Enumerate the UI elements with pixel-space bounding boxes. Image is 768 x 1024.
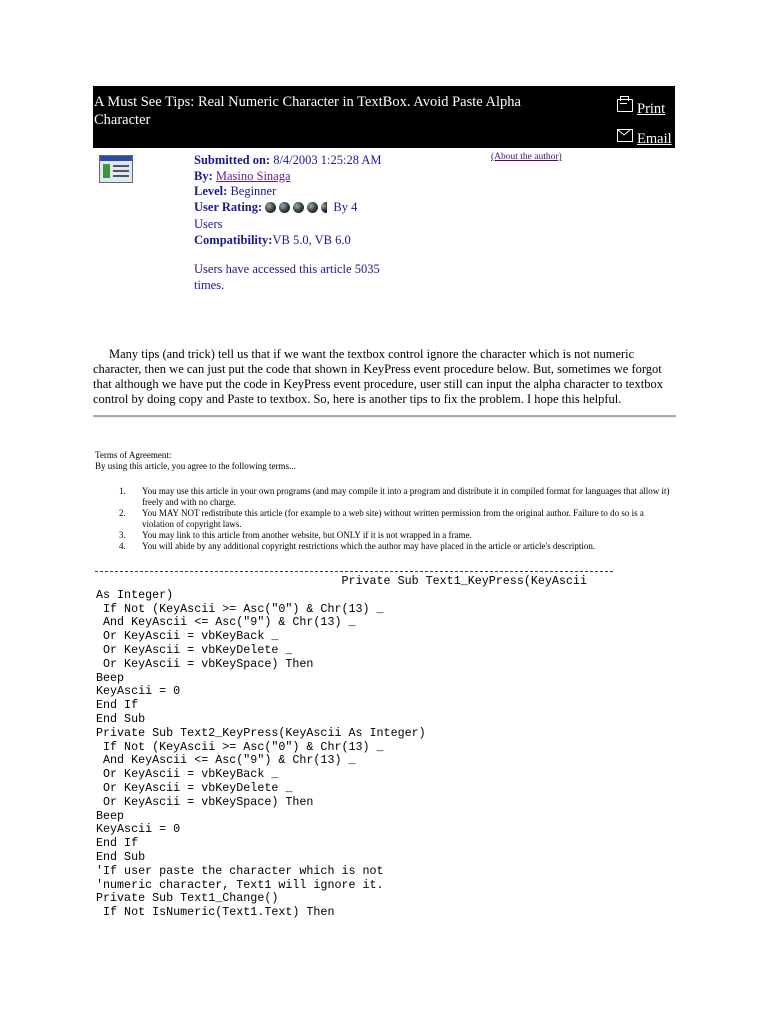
article-meta xyxy=(194,153,384,293)
email-link[interactable] xyxy=(617,129,672,148)
terms-item: 4. You will abide by any additional copyright restrictions which the author may have placed in the article or article's description. xyxy=(119,541,596,551)
author-link[interactable]: Masino Sinaga xyxy=(215,168,291,183)
submitted-date: 8/4/2003 1:25:28 AM xyxy=(273,153,382,167)
intro-paragraph: Many tips (and trick) tell us that if we want the textbox control ignore the character which is not numeric character, then we can just put the code that shown in KeyPress event procedure below. But, sometimes we forgot that although we have put the code in KeyPress event procedure, user still can input the alpha character to textbox control by doing copy and Paste to textbox. So, here is another tips to fix the problem. I hope this helpful. xyxy=(93,346,663,407)
rating-ball-icon xyxy=(265,202,276,213)
terms-item: 2. You MAY NOT redistribute this article (for example to a web site) without written permission from the original author. Failure to do so is a violation of copyright laws. xyxy=(119,508,644,529)
code-block: Private Sub Text1_KeyPress(KeyAscii As Integer) If Not (KeyAscii >= Asc("0") & Chr(13) _ And KeyAscii <= Asc("9") & Chr(13) _ Or KeyAscii = vbKeyBack _ Or KeyAscii = vbKeyDelete _ Or KeyAscii = vbKeySpace) Then Beep KeyAscii = 0 End If End Sub Private Sub Text2_KeyPress(KeyAscii As Integer) If Not (KeyAscii >= Asc("0") & Chr(13) _ And KeyAscii <= Asc("9") & Chr(13) _ Or KeyAscii = vbKeyBack _ Or KeyAscii = vbKeyDelete _ Or KeyAscii = vbKeySpace) Then Beep KeyAscii = 0 End If End Sub 'If user paste the character which is not 'numeric character, Text1 will ignore it. Private Sub Text1_Change() If Not IsNumeric(Text1.Text) Then xyxy=(96,574,587,920)
terms-section xyxy=(95,450,675,552)
terms-item: 1. You may use this article in your own programs (and may compile it into a program and distribute it in compiled format for languages that allow it) freely and with no charge. xyxy=(119,486,670,507)
by-label: By: xyxy=(194,168,213,183)
rating-by: By 4 Users xyxy=(194,199,358,231)
terms-list xyxy=(95,486,675,552)
email-label: Email xyxy=(637,131,672,147)
submitted-label: Submitted on: xyxy=(194,153,271,167)
print-link[interactable] xyxy=(617,99,665,118)
rating-ball-icon xyxy=(307,202,318,213)
compat-value: VB 5.0, VB 6.0 xyxy=(272,232,351,247)
terms-subheading: By using this article, you agree to the following terms... xyxy=(95,461,296,471)
envelope-icon xyxy=(617,129,633,142)
compat-label: Compatibility: xyxy=(194,232,273,247)
level-label: Level: xyxy=(194,184,228,198)
divider xyxy=(93,415,676,418)
rating-ball-icon xyxy=(293,202,304,213)
rating-balls-icon xyxy=(265,202,330,218)
print-label: Print xyxy=(637,101,666,117)
terms-item: 3. You may link to this article from another website, but ONLY if it is not wrapped in a frame. xyxy=(119,530,472,540)
article-header xyxy=(93,86,675,148)
printer-icon xyxy=(617,99,633,112)
terms-heading: Terms of Agreement: xyxy=(95,450,172,460)
rating-label: User Rating: xyxy=(194,199,263,214)
article-title: A Must See Tips: Real Numeric Character in TextBox. Avoid Paste Alpha Character xyxy=(94,94,521,128)
rating-half-ball-icon xyxy=(321,202,327,213)
rating-ball-icon xyxy=(279,202,290,213)
accessed-text: Users have accessed this article 5035 times. xyxy=(194,262,380,292)
code-divider xyxy=(95,571,613,572)
about-author-link[interactable]: (About the author) xyxy=(491,152,562,162)
article-thumbnail-icon xyxy=(99,155,133,183)
level-value: Beginner xyxy=(230,184,277,198)
